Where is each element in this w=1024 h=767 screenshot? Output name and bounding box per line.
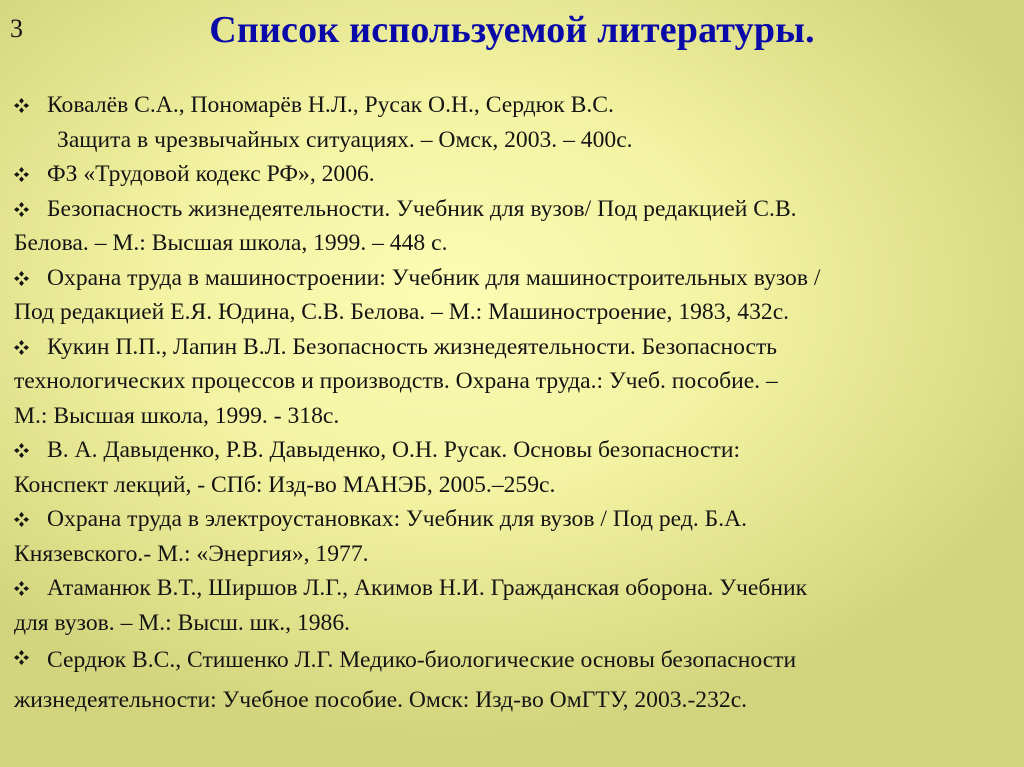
reference-text: Сердюк В.С., Стишенко Л.Г. Медико-биологические основы безопасности [47, 647, 797, 673]
diamond-bullet-icon [14, 581, 29, 596]
page-number: 3 [10, 14, 23, 43]
diamond-bullet-icon [14, 340, 29, 355]
reference-item [14, 261, 1016, 330]
diamond-bullet-icon [14, 650, 29, 665]
reference-item [14, 330, 1016, 434]
reference-item [14, 571, 1016, 640]
reference-text: ФЗ «Трудовой кодекс РФ», 2006. [47, 161, 375, 187]
reference-item [14, 157, 1016, 192]
reference-text-continuation: Под редакцией Е.Я. Юдина, С.В. Белова. – М.: Машиностроение, 1983, 432с. [14, 299, 790, 325]
reference-text: Ковалёв С.А., Пономарёв Н.Л., Русак О.Н., Сердюк В.С. [47, 92, 614, 118]
reference-list [14, 88, 1016, 720]
reference-item [14, 502, 1016, 571]
diamond-bullet-icon [14, 512, 29, 527]
reference-text: Охрана труда в машиностроении: Учебник для машиностроительных вузов / [47, 264, 821, 291]
diamond-bullet-icon [14, 167, 29, 182]
reference-text: Атаманюк В.Т., Ширшов Л.Г., Акимов Н.И. Гражданская оборона. Учебник [47, 575, 808, 601]
reference-text-continuation: для вузов. – М.: Высш. шк., 1986. [14, 609, 351, 636]
reference-item [14, 640, 1016, 720]
reference-text-continuation: Конспект лекций, - СПб: Изд-во МАНЭБ, 2005.–259с. [14, 471, 556, 498]
reference-text-continuation: М.: Высшая школа, 1999. - 318с. [14, 402, 340, 429]
reference-text: Охрана труда в электроустановках: Учебник для вузов / Под ред. Б.А. [47, 506, 748, 532]
reference-text-continuation: Белова. – М.: Высшая школа, 1999. – 448 с. [14, 230, 448, 256]
reference-text: Безопасность жизнедеятельности. Учебник для вузов/ Под редакцией С.В. [47, 195, 797, 222]
diamond-bullet-icon [14, 202, 29, 217]
slide-title: Список используемой литературы. [209, 9, 815, 51]
reference-item [14, 433, 1016, 502]
reference-text: Кукин П.П., Лапин В.Л. Безопасность жизнедеятельности. Безопасность [47, 333, 778, 360]
reference-text-continuation: Защита в чрезвычайных ситуациях. – Омск, 2003. – 400с. [57, 126, 633, 153]
diamond-bullet-icon [14, 271, 29, 286]
reference-item [14, 192, 1016, 261]
diamond-bullet-icon [14, 443, 29, 458]
reference-text-continuation: жизнедеятельности: Учебное пособие. Омск: Изд-во ОмГТУ, 2003.-232с. [14, 687, 748, 713]
reference-text: В. А. Давыденко, Р.В. Давыденко, О.Н. Русак. Основы безопасности: [47, 437, 740, 463]
reference-text-continuation: Князевского.- М.: «Энергия», 1977. [14, 540, 369, 567]
diamond-bullet-icon [14, 98, 29, 113]
reference-text-continuation: технологических процессов и производств. Охрана труда.: Учеб. пособие. – [14, 368, 778, 394]
reference-item [14, 88, 1016, 157]
